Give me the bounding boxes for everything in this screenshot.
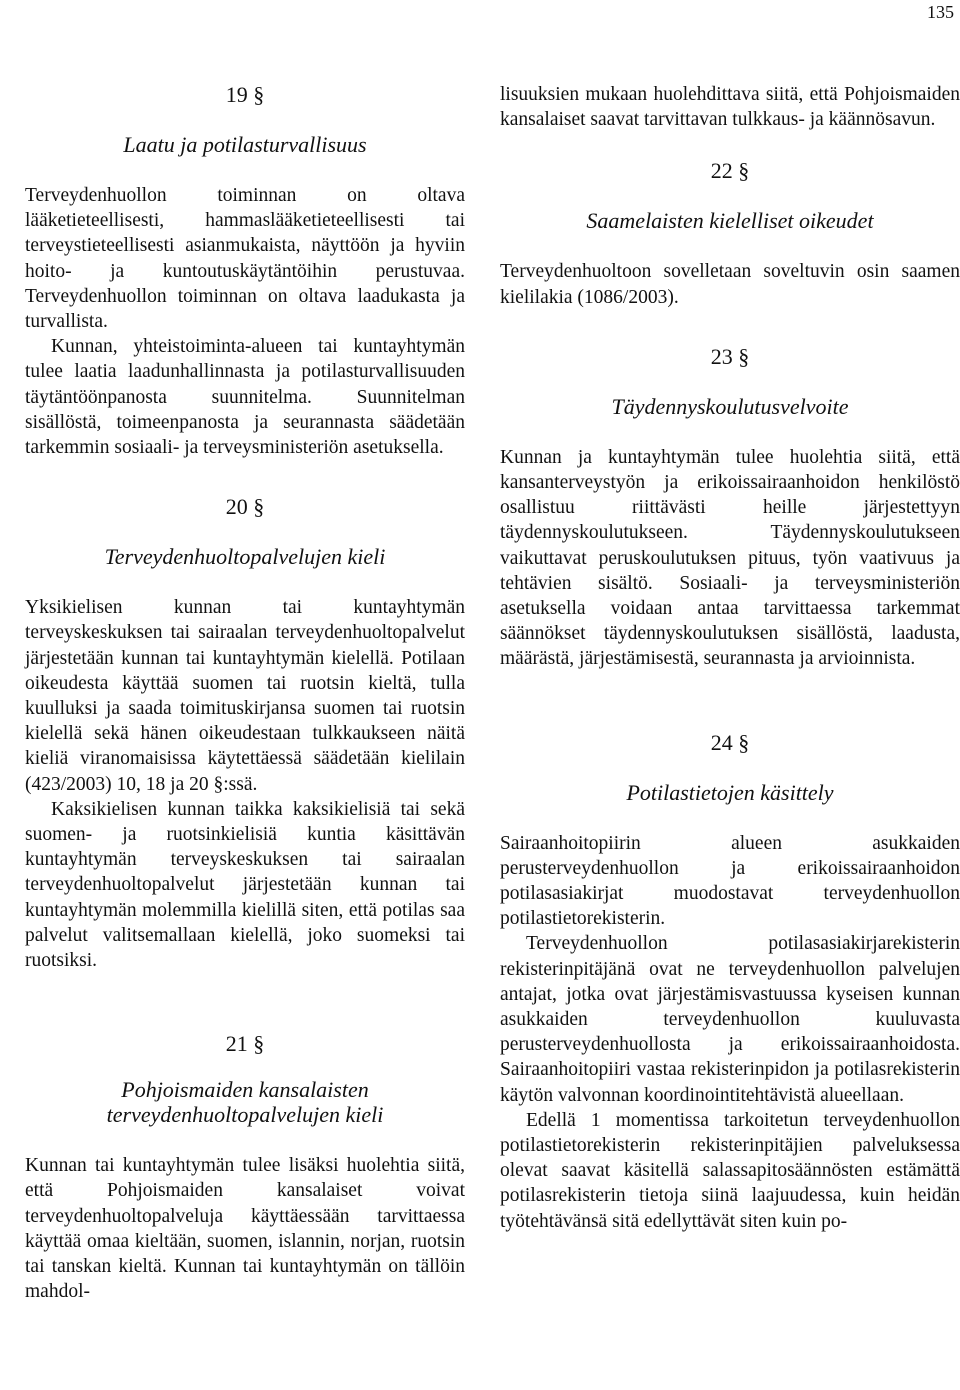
section-23-paragraph-1: Kunnan ja kuntayhtymän tulee huolehtia siitä, että kansanterveystyön ja erikoissairaanhoidon henkilöstö osallistuu riittävästi heille järjestettyyn täydennyskoulutukseen. Täydennyskoulutukseen vaikuttavat peruskoulutuksen pituus, työn vaativuus ja tehtävien sisältö. Sosiaali- ja terveysministeriön asetuksella voidaan antaa tarvittaessa tarkemmat säännökset täydennyskoulutuksen sisällöstä, laadusta, määrästä, järjestämisestä, seurannasta ja arvioinnista. [500, 446, 960, 670]
section-19-title: Laatu ja potilasturvallisuus [123, 132, 367, 157]
section-22-number: 22 § [710, 158, 750, 184]
left-column [25, 82, 465, 1305]
section-19-paragraph-1: Terveydenhuollon toiminnan on oltava lääketieteellisesti, hammaslääketieteellisesti tai terveystieteellisesti asianmukaista, näyttöön ja hyviin hoito- ja kuntoutuskäytäntöihin perustuvaa. Terveydenhuollon toiminnan on oltava laadukasta ja turvallista. [25, 185, 465, 333]
section-20-number: 20 § [225, 494, 265, 520]
section-24-paragraph-1: Sairaanhoitopiirin alueen asukkaiden perusterveydenhuollon ja erikoissairaanhoidon potilasasiakirjat muodostavat terveydenhuollon potilastietorekisterin. [500, 832, 960, 930]
section-24-number: 24 § [710, 729, 750, 755]
right-column [500, 82, 960, 1234]
section-20-title: Terveydenhuoltopalvelujen kieli [104, 544, 386, 570]
section-21-title: Pohjoismaiden kansalaisten terveydenhuoltopalvelujen kieli [106, 1077, 384, 1128]
section-23-number: 23 § [710, 343, 750, 369]
section-21-paragraph-1: Kunnan tai kuntayhtymän tulee lisäksi huolehtia siitä, että Pohjoismaiden kansalaiset voivat terveydenhuoltopalveluja käyttäessään tarvittaessa käyttää omaa kieltään, suomen, islannin, norjan, ruotsin tai tanskan kieltä. Kunnan tai kuntayhtymän on tällöin mahdol- [25, 1155, 465, 1303]
section-19-paragraph-2: Kunnan, yhteistoiminta-alueen tai kuntayhtymän tulee laatia laadunhallinnasta ja potilasturvallisuuden täytäntöönpanosta suunnitelma. Suunnitelman sisällöstä, toimeenpanosta ja seurannasta säädetään tarkemmin sosiaali- ja terveysministeriön asetuksella. [25, 336, 465, 459]
continued-paragraph: lisuuksien mukaan huolehdittava siitä, että Pohjoismaiden kansalaiset saavat tarvittavan tulkkaus- ja käännösavun. [500, 84, 960, 131]
section-22-paragraph-1: Terveydenhuoltoon sovelletaan soveltuvin osin saamen kielilakia (1086/2003). [500, 261, 960, 308]
section-24-title: Potilastietojen käsittely [626, 779, 834, 805]
section-20-paragraph-1: Yksikielisen kunnan tai kuntayhtymän terveyskeskuksen tai sairaalan terveydenhuoltopalvelut järjestetään kunnan tai kuntayhtymän kielellä. Potilaan oikeudesta käyttää suomen tai ruotsin kieltä, tulla kuulluksi ja saada toimituskirjansa suomen tai ruotsin kielellä sekä hänen oikeudestaan tulkkaukseen näitä kieliä viranomaisissa käytettäessä säädetään kielilain (423/2003) 10, 18 ja 20 §:ssä. [25, 597, 465, 795]
section-24-paragraph-3: Edellä 1 momentissa tarkoitetun terveydenhuollon potilastietorekisterin rekisterinpitäjien palveluksessa olevat saavat käsitellä salassapitosäännösten estämättä potilasrekisterin tietoja siinä laajuudessa, kuin heidän työtehtävänsä sitä edellyttävät siten kuin po- [500, 1109, 960, 1232]
section-19-number: 19 § [225, 82, 265, 107]
section-24-paragraph-2: Terveydenhuollon potilasasiakirjarekisterin rekisterinpitäjänä ovat ne terveydenhuollon palvelujen antajat, jotka ovat järjestämisvastuussa kyseisen kunnan asukkaiden terveydenhuollon kuuluvasta perusterveydenhuollosta ja erikoissairaanhoidosta. Sairaanhoitopiiri vastaa rekisterinpidon ja potilasrekisterin käytön valvonnan koordinointitehtävistä alueellaan. [500, 933, 960, 1106]
page-number: 135 [927, 2, 954, 22]
section-21-number: 21 § [225, 1031, 265, 1057]
section-20-paragraph-2: Kaksikielisen kunnan taikka kaksikielisiä tai sekä suomen- ja ruotsinkielisiä kuntia käsittävän kuntayhtymän terveyskeskuksen tai sairaalan terveydenhuoltopalvelut järjestetään kunnan tai kuntayhtymän molemmilla kielillä siten, että potilas saa palvelut valitsemallaan kielellä, joko suomeksi tai ruotsiksi. [25, 798, 465, 972]
section-22-title: Saamelaisten kielelliset oikeudet [586, 208, 874, 234]
section-23-title: Täydennyskoulutusvelvoite [611, 393, 849, 419]
